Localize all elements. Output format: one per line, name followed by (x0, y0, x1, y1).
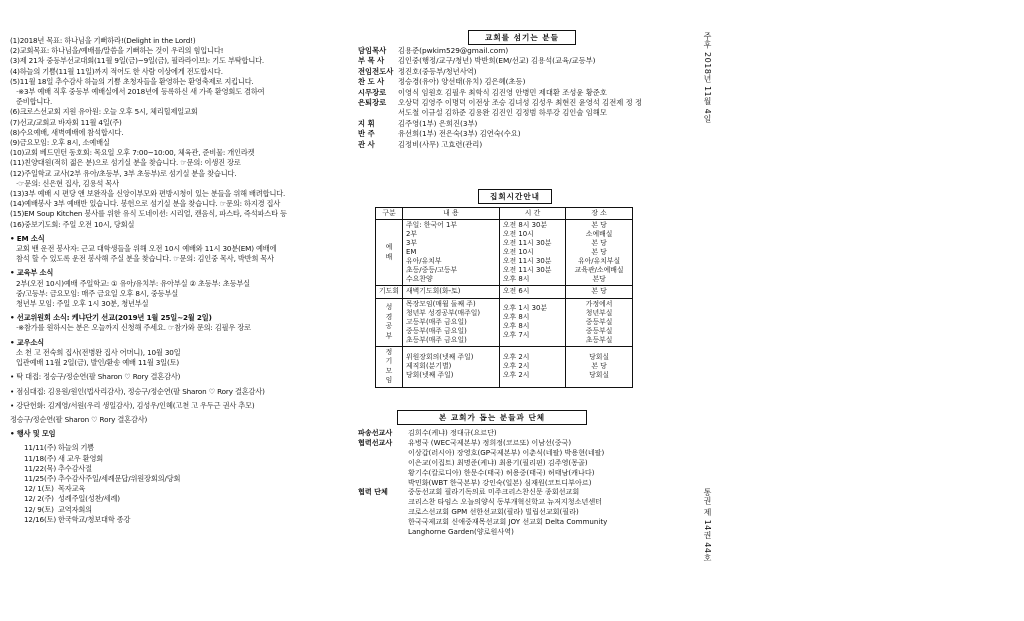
schedule-event: 추수감사주일/세례문답/위원장회의/당회 (58, 473, 181, 483)
category-cell-line: 성 (385, 303, 393, 311)
time-cell (499, 220, 565, 286)
announcement-item: (9)금요모임: 오후 8시, 소예배실 (10, 138, 110, 148)
announcement-item: (5)11월 18일 추수감사 하늘의 기쁨 초청자들을 환영하는 환영축제로 지킵니다. (10, 76, 254, 86)
schedule-date: 11/18(주) (24, 453, 57, 463)
staff-names: 오상덕 김영주 이명덕 이전상 조승 김녀성 김성우 최현진 윤영석 김전제 정 정 (398, 98, 643, 108)
category-cell-line: 배 (385, 252, 393, 261)
time-cell-line: 오전 10시 (502, 248, 534, 256)
staff-row (358, 98, 688, 108)
schedule-date: 12/ 9(토) (24, 504, 54, 514)
place-cell (566, 346, 633, 387)
place-cell (566, 220, 633, 286)
condolence-section-line: 입관예배 11월 2일(금), 발인/환송 예배 11월 3일(토) (16, 358, 180, 368)
content-cell-line: 유아/유치부 (405, 257, 442, 265)
staff-row (358, 108, 688, 118)
schedule-event: 새 교우 환영회 (58, 453, 104, 463)
staff-names: 이영식 임원호 김필우 최학식 김진영 안병민 제대환 조성윤 황준호 (398, 87, 607, 97)
place-cell-line: 본 당 (591, 239, 607, 247)
place-cell-line: 교육관/소예배실 (574, 266, 624, 274)
category-cell-line: 부 (385, 331, 393, 340)
service-thanks-line: 정승구/정순연(팔 Sharon ♡ Rory 결혼감사) (10, 414, 148, 424)
staff-names: 김인중(행정/교구/청년) 박반희(EM/선교) 김용석(교육/교등부) (398, 56, 596, 66)
place-cell-line: 본 당 (591, 362, 607, 370)
mission-line: 황기수(칼로디아) 한문수(태국) 허용중(태국) 허태남(캐나다) (408, 467, 595, 477)
content-cell-line: 목장모임(매월 둘째 주) (405, 299, 476, 308)
time-cell-line: 오전 11시 30분 (502, 239, 552, 247)
announcement-item: 준비합니다. (16, 97, 53, 107)
staff-names: 서도철 이규설 김하준 김용완 김진인 김정범 하루강 김인술 임해모 (398, 108, 607, 118)
time-cell-line: 오전 11시 30분 (502, 257, 552, 265)
announcements-column (10, 36, 348, 525)
mission-row (358, 428, 688, 438)
category-cell-line: 모 (385, 366, 393, 375)
schedule-row (10, 484, 348, 494)
announcement-item: (14)예배봉사 3부 예배반 있습니다. 봉헌으로 섬기실 분을 찾습니다. ☞문의: 하지경 집사 (10, 199, 281, 209)
category-cell (376, 220, 403, 286)
time-cell: 오전 6시 (499, 286, 565, 299)
time-cell-line: 오전 10시 (502, 230, 534, 238)
place-cell-line: 소예배실 (585, 230, 613, 238)
edu-section-line: 2부(오전 10시)예배 주일학교: ① 유아/유치부: 유아부실 ② 초등부: 초등부실 (16, 278, 250, 288)
services-table (375, 207, 633, 388)
place-cell-line: 본당 (592, 275, 606, 283)
mission-line: 유병국 (WEC국제본부) 정희정(코르또) 이남선(중국) (408, 437, 572, 447)
category-cell-line: 기 (385, 357, 393, 365)
service-thanks-line: • 탁 대접: 정승구/정순연(팔 Sharon ♡ Rory 결혼감사) (10, 372, 181, 382)
services-header-row (376, 208, 633, 220)
schedule-date: 12/ 1(토) (24, 484, 54, 494)
content-cell-line: 청년부 성경공부(매주일) (405, 308, 481, 317)
content-cell-line: 3부 (405, 239, 418, 247)
mission-line: 중동선교회 필라기독의료 미주크리스찬신문 종회선교회 (408, 487, 580, 497)
content-cell-line: EM (405, 248, 417, 256)
staff-role: 반 주 (358, 129, 375, 139)
schedule-row (10, 464, 348, 474)
staff-row (358, 129, 688, 139)
staff-row (358, 46, 688, 56)
time-cell-line: 오후 8시 (502, 322, 530, 330)
staff-row (358, 119, 688, 129)
staff-row (358, 140, 688, 150)
place-cell-line: 당회실 (589, 353, 610, 361)
staff-names: 정진호(중등부/청년사역) (398, 66, 477, 76)
em-section-line: 교회 밴 운전 봉사자: 근교 대학생들을 위해 오전 10시 예배와 11시 30분(EM) 예배에 (16, 244, 277, 254)
category-cell-line: 임 (385, 376, 393, 384)
schedule-event: 하늘의 기쁨 (58, 443, 95, 453)
time-cell-line: 오후 2시 (502, 353, 530, 361)
header-category: 구분 (376, 208, 403, 220)
staff-role: 시무장로 (358, 87, 387, 97)
time-cell-line: 오후 2시 (502, 371, 530, 379)
services-row-worship (376, 220, 633, 286)
service-thanks-line: • 강단헌화: 김계영/서원(우리 생일감사), 김성우/인혜(고천 고 우두근 권사 추모) (10, 400, 255, 410)
staff-title: 교회를 섬기는 분들 (468, 30, 576, 45)
schedule-event: 추수감사절 (58, 463, 92, 473)
staff-names: 정승경(유아) 양선태(유치) 김은혜(초등) (398, 77, 526, 87)
staff-role (358, 108, 398, 118)
content-cell (402, 220, 499, 286)
category-cell (376, 298, 403, 346)
schedule-row (10, 454, 348, 464)
staff-names: 김용준(pwkim529@gmail.com) (398, 46, 509, 55)
time-cell-line: 오전 11시 30분 (502, 266, 552, 274)
condolence-section-head: • 교우소식 (10, 337, 44, 347)
content-cell-line: 당회(넷째 주일) (405, 371, 454, 379)
place-cell-line: 중등부실 (585, 317, 613, 326)
condolence-section-line: 소 천 고 전숙희 집사(전병완 집사 어머니), 10월 30일 (16, 347, 181, 357)
staff-row (358, 56, 688, 66)
place-cell-line: 본 당 (591, 221, 607, 229)
mission-row (358, 487, 688, 537)
schedule-date: 12/ 2(주) (24, 494, 54, 504)
header-content: 내 용 (402, 208, 499, 220)
announcement-item: (8)수요예배, 새벽예배에 참석합시다. (10, 127, 124, 137)
staff-role: 관 사 (358, 139, 375, 149)
staff-role: 찬 도 사 (358, 77, 385, 87)
content-cell-line: 중등부(매주 금요일) (405, 326, 467, 335)
missions-title: 본 교회가 돕는 분들과 단체 (397, 410, 587, 425)
staff-row (358, 77, 688, 87)
category-cell-line: 경 (385, 312, 393, 321)
place-cell-line: 초등부실 (585, 335, 613, 344)
announcement-item: (11)친양대원(적히 젊은 분)으로 섬기실 분을 찾습니다. ☞문의: 이생진 장로 (10, 158, 241, 168)
schedule-row (10, 494, 348, 504)
content-cell (402, 298, 499, 346)
schedule-row (10, 474, 348, 484)
staff-role: 지 휘 (358, 118, 375, 128)
place-cell-line: 당회실 (589, 371, 610, 379)
content-cell-line: 고등부(매주 금요일) (405, 317, 467, 326)
staff-row (358, 67, 688, 77)
staff-row (358, 88, 688, 98)
announcement-item: ·※3부 예배 직후 중등부 예배실에서 2018년에 등록하신 새 가족 환영회도 겸하여 (16, 87, 265, 97)
announcement-item: (1)2018년 목표: 하나님을 기뻐하라!(Delight in the Lord!) (10, 36, 196, 45)
content-cell-line: 2부 (405, 230, 418, 238)
schedule-date: 11/25(주) (24, 473, 57, 483)
schedule-row (10, 443, 348, 453)
services-title: 집회시간안내 (478, 189, 552, 204)
schedule-event: 성례주일(성찬/세례) (58, 494, 120, 504)
mission-names (408, 438, 688, 488)
edu-section-line: 중/고등부: 금요모임: 매주 금요일 오후 8시, 중등부실 (16, 288, 179, 298)
category-cell-line: 공 (385, 322, 393, 330)
mission-line: 박민화(WBT 한국본부) 강인숙(일본) 심재원(코트디부아르) (408, 477, 592, 487)
schedule-event: 교역자회의 (58, 504, 92, 514)
mission-line: 한국국제교회 신애중재목선교회 JOY 선교회 Delta Community (408, 517, 608, 527)
announcement-item: (15)EM Soup Kitchen 봉사를 위한 유식 도네이션: 시리얼, 캔음식, 파스타, 즉석파스타 등 (10, 209, 287, 219)
announcement-item: (3)제 21차 중등부선교대회(11월 9일(금)~9일(금), 필라라이브): 기도 부탁합니다. (10, 56, 265, 66)
announcement-item: (12)주일학교 교사(2부 유아/초등부, 3부 초등부)로 섬기실 분을 찾습니다. (10, 168, 237, 178)
schedule-date: 11/22(목) (24, 463, 57, 473)
mission-category: 협력선교사 (358, 437, 393, 447)
em-section-head: • EM 소식 (10, 233, 45, 243)
services-row-meeting (376, 346, 633, 387)
time-cell (499, 346, 565, 387)
mission-line: 크리스찬 타임스 오늘의양식 동부개혁신학교 뉴저지청소년센터 (408, 497, 603, 507)
time-cell-line: 오후 7시 (502, 331, 530, 339)
staff-names: 유선희(1부) 전은숙(3부) 김연숙(수요) (398, 129, 521, 139)
place-cell-line: 청년부실 (585, 308, 613, 317)
content-cell-line: 주일: 한국어 1부 (405, 221, 457, 229)
mission-names (408, 428, 688, 438)
content-cell-line: 초등/중등/고등부 (405, 266, 458, 274)
staff-list (358, 46, 688, 150)
time-cell-line: 오전 8시 30분 (502, 221, 548, 229)
time-cell-line: 오후 1시 30분 (502, 304, 548, 312)
mission-row (358, 438, 688, 488)
place-cell: 본 당 (566, 286, 633, 299)
bulletin-date: 주후 2018년 11월 4일 (703, 32, 712, 123)
edu-section-head: • 교육부 소식 (10, 268, 54, 278)
content-cell (402, 346, 499, 387)
staff-names: 김정비(사무) 고효련(관리) (398, 139, 483, 149)
announcement-item: (2)교회목표: 하나님을/예배를/말씀을 기뻐하는 것이 우리의 힘입니다! (10, 46, 224, 56)
schedule-row (10, 505, 348, 515)
content-cell-line: 수요찬양 (405, 275, 433, 283)
mission-line: Langhorne Garden(양로원사역) (408, 527, 514, 537)
place-cell-line: 가정에서 (585, 299, 613, 308)
services-row-prayer (376, 286, 633, 299)
service-thanks-line: • 점심대접: 김용원/원인(법사리감사), 정승구/정순연(팔 Sharon ♡ Rory 결혼감사) (10, 386, 265, 396)
content-cell: 새벽기도회(화-토) (402, 286, 499, 299)
staff-role: 부 목 사 (358, 56, 385, 66)
staff-role: 담임목사 (358, 46, 387, 55)
mission-line: 이은교(이집트) 최명준(케냐) 최용기(필리핀) 김주영(몽골) (408, 457, 588, 467)
edu-section-line: 청년부 모임: 주일 오후 1시 30분, 청년부실 (16, 299, 149, 309)
announcement-item: (10)교회 베드민턴 동호회: 목요일 오후 7:00~10:00, 체육관, 준비물: 개인라켓 (10, 148, 255, 158)
schedule-head: • 행사 및 모임 (10, 429, 56, 439)
category-cell-line: 정 (385, 347, 393, 356)
mission-category: 파송선교사 (358, 428, 393, 437)
mission-line: 크로스선교회 GPM 선한선교회(필라) 빌립선교회(필라) (408, 507, 579, 517)
staff-role: 은퇴장로 (358, 98, 387, 108)
announcement-item: (16)중보기도회: 주일 오전 10시, 당회실 (10, 219, 135, 229)
place-cell-line: 중등부실 (585, 326, 613, 335)
time-cell-line: 오후 2시 (502, 362, 530, 370)
content-cell-line: 초등부(매주 금요일) (405, 335, 467, 344)
content-cell-line: 위원장회의(넷째 주일) (405, 353, 474, 361)
schedule-date: 11/11(주) (24, 443, 57, 453)
time-cell-line: 오후 8시 (502, 275, 530, 283)
announcement-item: (7)선교/교회교 바자회 11월 4일(주) (10, 117, 122, 127)
header-time: 시 간 (499, 208, 565, 220)
announcement-item: (6)크로스선교회 지원 유아원: 오늘 오후 5시, 체리힐제일교회 (10, 107, 198, 117)
mission-section-line: ·※참가를 원하시는 분은 오늘까지 신청해 주세요. ☞참가와 문의: 김필우 장로 (16, 323, 251, 333)
schedule-event: 한국학교/청보대학 종강 (58, 514, 131, 524)
category-cell (376, 346, 403, 387)
missions-list (358, 428, 688, 537)
place-cell-line: 본 당 (591, 248, 607, 256)
place-cell (566, 298, 633, 346)
mission-names (408, 487, 688, 537)
bulletin-volume: 통권 제 14권 44호 (703, 488, 712, 562)
time-cell (499, 298, 565, 346)
announcement-item: (13)3부 예배 시 편당 앤 보완작을 신앙이부모와 편방시청이 있는 분들을 위해 배려합니다. (10, 189, 286, 199)
time-cell-line: 오후 8시 (502, 313, 530, 321)
staff-role: 전임전도사 (358, 66, 394, 76)
schedule-row (10, 515, 348, 525)
em-section-line: 참석 할 수 있도록 운전 봉사해 주실 분을 찾습니다. ☞문의: 김인중 목사, 박반희 목사 (16, 254, 274, 264)
header-place: 장 소 (566, 208, 633, 220)
place-cell-line: 유아/유치부실 (577, 257, 621, 265)
schedule-date: 12/16(토) (24, 514, 57, 524)
category-cell: 기도회 (376, 286, 403, 299)
schedule-list (10, 443, 348, 525)
announcement-item: (4)하늘의 기쁨(11월 11일)까지 적어도 한 사람 이상에게 전도합시다. (10, 66, 223, 76)
announcement-item: ·☞문의: 신은현 집사, 김용석 목사 (16, 178, 119, 188)
mission-section-head: • 선교위원회 소식: 케냐단기 선교(2019년 1월 25일~2월 2일) (10, 313, 212, 323)
content-cell-line: 제직회(분기별) (405, 362, 452, 370)
category-cell-line: 예 (385, 243, 393, 251)
services-row-study (376, 298, 633, 346)
mission-category: 협력 단체 (358, 487, 388, 497)
mission-line: 이상갑(러시아) 장영호(GP국제본부) 이춘식(네팔) 박용현(네팔) (408, 447, 605, 457)
schedule-event: 목자교육 (58, 484, 86, 494)
staff-names: 김주영(1부) 은희진(3부) (398, 118, 478, 128)
mission-line: 김희수(케냐) 정대규(요르단) (408, 428, 497, 437)
